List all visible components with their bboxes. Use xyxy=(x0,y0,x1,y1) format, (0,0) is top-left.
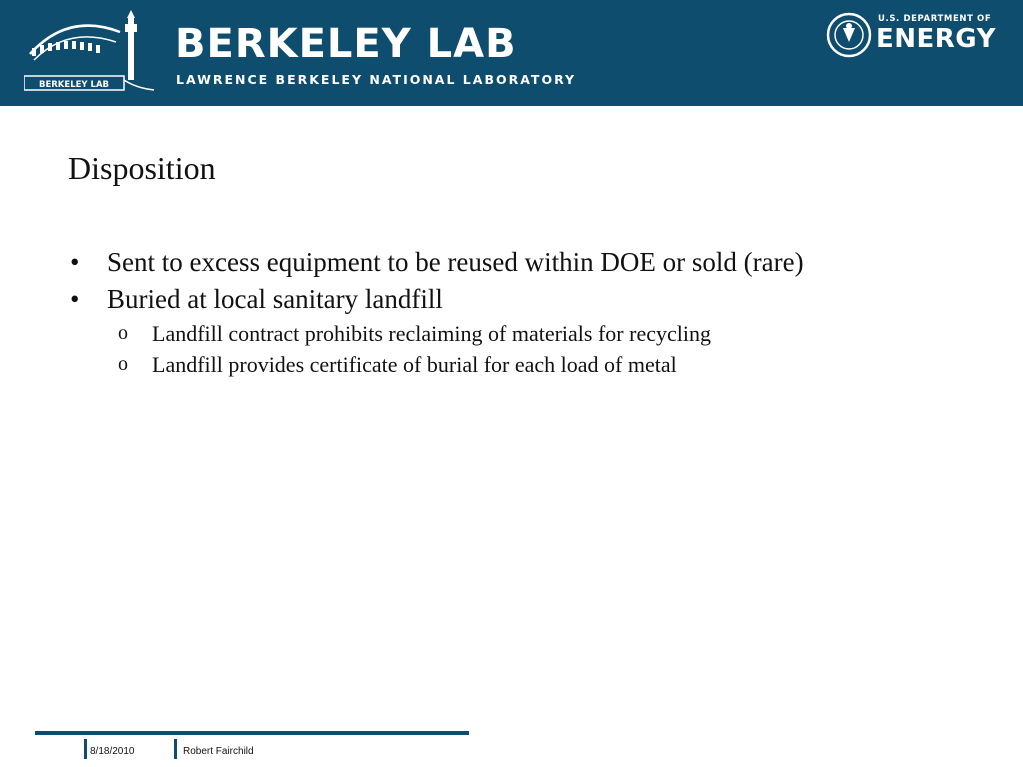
berkeley-lab-logo xyxy=(24,10,156,94)
slide-title: Disposition xyxy=(68,150,216,186)
doe-seal-icon xyxy=(826,12,872,58)
footer-divider xyxy=(35,731,469,735)
doe-energy-label: ENERGY xyxy=(876,24,996,54)
bullet-text: Sent to excess equipment to be reused within DOE or sold (rare) xyxy=(107,247,804,277)
sub-bullet-text: Landfill contract prohibits reclaiming of materials for recycling xyxy=(152,321,711,346)
berkeley-lab-logo-wordmark: BERKELEY LAB xyxy=(38,80,110,90)
lab-subtitle: LAWRENCE BERKELEY NATIONAL LABORATORY xyxy=(176,72,577,87)
footer-author: Robert Fairchild xyxy=(183,746,254,757)
doe-department-label: U.S. DEPARTMENT OF xyxy=(878,14,992,24)
lab-title: BERKELEY LAB xyxy=(175,21,517,67)
bullet-item xyxy=(0,244,1023,281)
header-banner xyxy=(0,0,1023,106)
bullet-marker: • xyxy=(70,247,80,277)
footer-date-marker xyxy=(84,739,87,759)
sub-bullet-item xyxy=(0,318,1023,349)
bullet-text: Buried at local sanitary landfill xyxy=(107,284,443,314)
footer-date: 8/18/2010 xyxy=(90,746,135,757)
footer-author-marker xyxy=(174,739,177,759)
sub-bullet-marker: o xyxy=(118,322,128,344)
sub-bullet-marker: o xyxy=(118,353,128,375)
bullet-list xyxy=(0,244,1023,380)
bullet-marker: • xyxy=(70,284,80,314)
bullet-item xyxy=(0,281,1023,318)
sub-bullet-item xyxy=(0,349,1023,380)
sub-bullet-text: Landfill provides certificate of burial for each load of metal xyxy=(152,352,677,377)
